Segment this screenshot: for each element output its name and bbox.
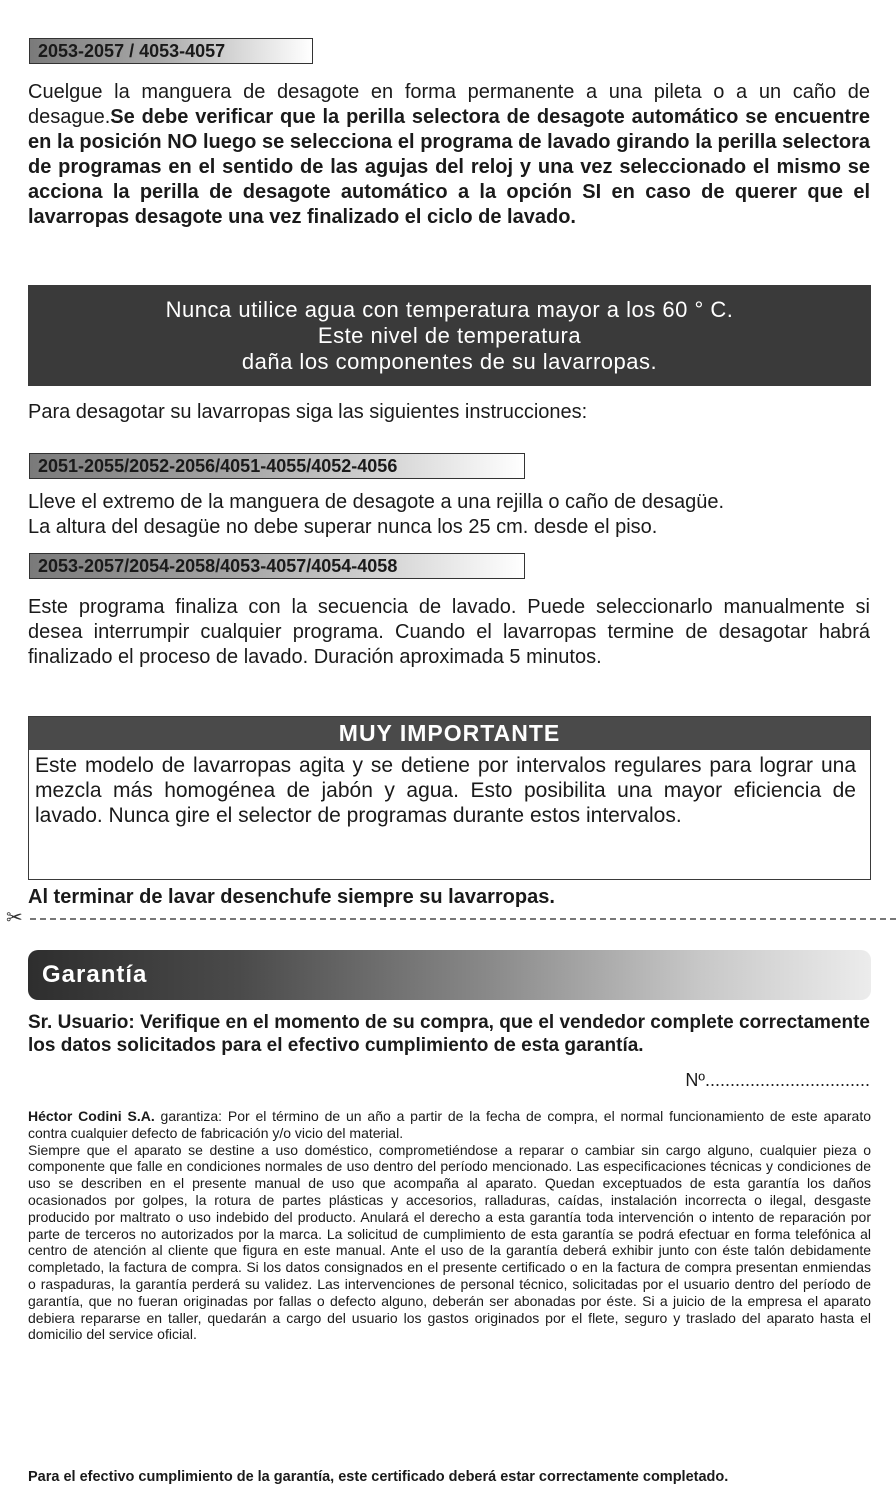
company-name: Héctor Codini S.A. bbox=[28, 1108, 155, 1124]
drain-hose-instructions: Cuelgue la manguera de desagote en forma permanente a una pileta o a un caño de desague.Se debe verificar que la perilla selectora de desagote automático se encuentre en la posición NO luego se selecciona el programa de lavado girando la perilla selectora de programas en el sentido de las agujas del reloj y una vez seleccionado el mismo se acciona la perilla de desagote automático a la opción SI en caso de querer que el lavarropas desagote una vez finalizado el ciclo de lavado. bbox=[28, 81, 870, 228]
instructions-intro: Para desagotar su lavarropas siga las siguientes instrucciones: bbox=[28, 401, 588, 423]
drain-height-instructions: Lleve el extremo de la manguera de desagote a una rejilla o caño de desagüe. La altura del desagüe no debe superar nunca los 25 cm. desde el piso. bbox=[28, 491, 725, 538]
important-box bbox=[28, 716, 871, 880]
program-description: Este programa finaliza con la secuencia de lavado. Puede seleccionarlo manualmente si desea interrumpir cualquier programa. Cuando el lavarropas termine de desagotar habrá finalizado el proceso de lavado. Duración aproximada 5 minutos. bbox=[28, 596, 870, 668]
number-field: Nº................................. bbox=[685, 1070, 870, 1090]
guarantee-body: Héctor Codini S.A. garantiza: Por el término de un año a partir de la fecha de compra, el normal funcionamiento de este aparato contra cualquier defecto de fabricación y/o vicio del material. Siempre que el aparato se destine a uso doméstico, comprometiéndose a reparar o cambiar sin cargo alguno, cualquier pieza o componente que falle en condiciones normales de uso dentro del período mencionado. Las especificaciones técnicas y condiciones de uso se describen en el presente manual de uso que acompaña al aparato. Quedan exceptuados de esta garantía los daños ocasionados por golpes, la rotura de partes plásticas y accesorios, ralladuras, caídas, instalación incorrecta o ilegal, desgaste producido por maltrato o uso indebido del producto. Anulará el derecho a esta garantía toda intervención o intento de reparación por parte de terceros no autorizados por la marca. La solicitud de cumplimiento de esta garantía se podrá efectuar en forma telefónica al centro de atención al cliente que figura en este manual. Ante el uso de la garantía deberá exhibir junto con éste talón debidamente completado, la factura de compra. Si los datos consignados en el presente certificado o en la factura de compra presentan enmiendas o raspaduras, la garantía perderá su validez. Las intervenciones de personal técnico, solicitadas por el usuario dentro del período de garantía, que no fueran originadas por fallas o defecto alguno, deberán ser abonadas por éste. Si a juicio de la empresa el aparato debiera repararse en taller, quedarán a cargo del usuario los gastos originados por el flete, seguro y traslado del aparato hasta el domicilio del service oficial. bbox=[28, 1108, 871, 1343]
temperature-warning: Nunca utilice agua con temperatura mayor a los 60 ° C. Este nivel de temperatura daña los componentes de su lavarropas. bbox=[28, 285, 871, 386]
important-title: MUY IMPORTANTE bbox=[29, 717, 870, 750]
final-note: Para el efectivo cumplimiento de la garantía, este certificado deberá estar correctamente completado. bbox=[28, 1469, 729, 1485]
user-notice: Sr. Usuario: Verifique en el momento de su compra, que el vendedor complete correctamente los datos solicitados para el efectivo cumplimiento de esta garantía. bbox=[28, 1012, 870, 1056]
cut-line bbox=[30, 918, 896, 920]
guarantee-title: Garantía bbox=[28, 950, 871, 1000]
model-tag-3: 2053-2057/2054-2058/4053-4057/4054-4058 bbox=[29, 553, 525, 579]
important-text: Este modelo de lavarropas agita y se detiene por intervalos regulares para lograr una mezcla más homogénea de jabón y agua. Esto posibilita una mayor eficiencia de lavado. Nunca gire el selector de programas durante estos intervalos. bbox=[35, 754, 856, 827]
model-tag-1: 2053-2057 / 4053-4057 bbox=[29, 38, 313, 64]
unplug-reminder: Al terminar de lavar desenchufe siempre su lavarropas. bbox=[28, 886, 555, 908]
model-tag-2: 2051-2055/2052-2056/4051-4055/4052-4056 bbox=[29, 453, 525, 479]
scissors-icon: ✂ bbox=[6, 907, 23, 929]
